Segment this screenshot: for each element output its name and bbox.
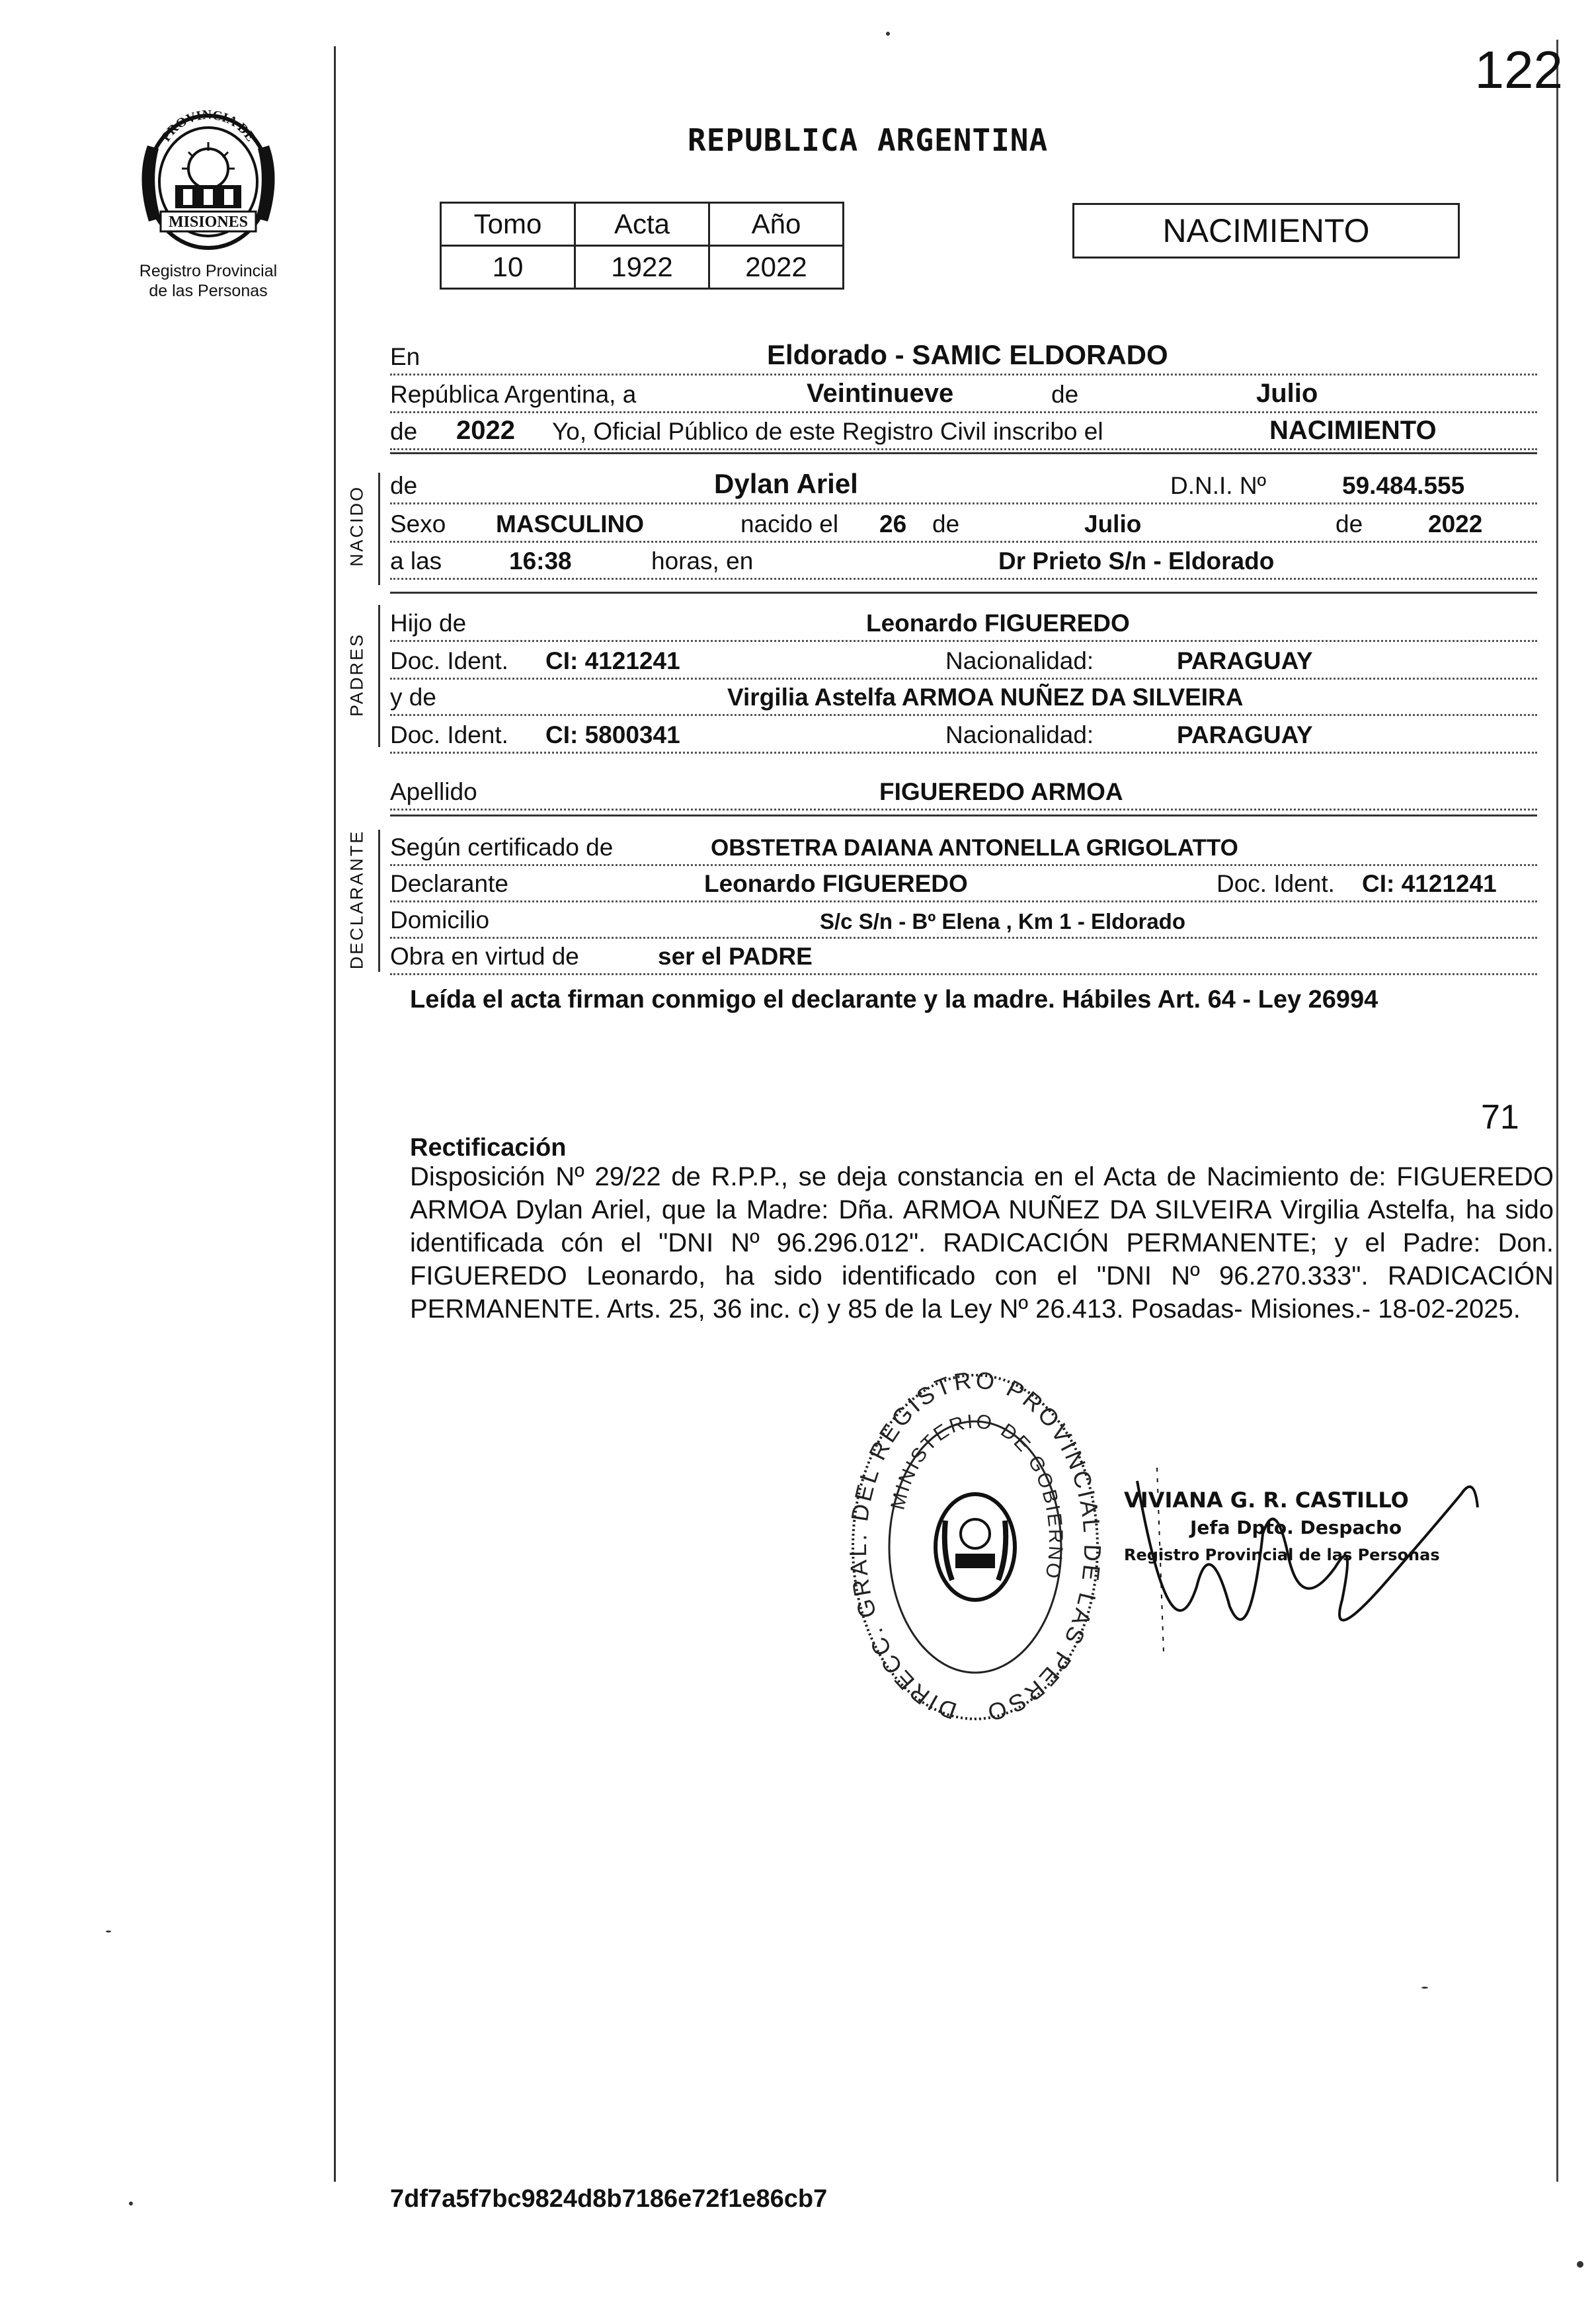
mother-doc-line <box>390 712 1537 754</box>
surname-line <box>390 769 1537 811</box>
sex-value: MASCULINO <box>496 510 645 537</box>
province-seal-logo <box>122 106 294 251</box>
father-doc-line <box>390 638 1537 680</box>
mother-line <box>390 674 1537 716</box>
born-name-value: Dylan Ariel <box>714 468 858 499</box>
document-hash: 7df7a5f7bc9824d8b7186e72f1e86cb7 <box>390 2185 828 2213</box>
de-label-2: de <box>390 418 418 445</box>
left-margin-line <box>334 46 336 2182</box>
signer-name: VIVIANA G. R. CASTILLO <box>1124 1488 1409 1513</box>
father-doc-value: CI: 4121241 <box>545 647 680 674</box>
margin-number: 71 <box>1481 1098 1519 1136</box>
registry-name-line-2: de las Personas <box>149 282 268 300</box>
stamp-outer-text: DIRECC. GRAL. DEL REGISTRO PROVINCIAL DE LAS PERSO <box>844 1366 1107 1728</box>
mother-nationality-value: PARAGUAY <box>1177 721 1313 748</box>
anio-header: Año <box>709 203 844 246</box>
record-reference-table <box>440 202 844 290</box>
address-value: S/c S/n - Bº Elena , Km 1 - Eldorado <box>820 909 1185 934</box>
tomo-value: 10 <box>441 246 575 289</box>
place-line <box>390 334 1537 376</box>
anio-value: 2022 <box>709 246 844 289</box>
scan-speck <box>106 1930 111 1932</box>
acta-value: 1922 <box>575 246 709 289</box>
scan-speck <box>129 2202 133 2206</box>
right-margin-line <box>1556 40 1558 2182</box>
capacity-value: ser el PADRE <box>658 943 813 970</box>
tomo-header: Tomo <box>441 203 575 246</box>
capacity-line <box>390 934 1537 975</box>
official-signature <box>1117 1454 1488 1673</box>
born-place-value: Dr Prieto S/n - Eldorado <box>998 547 1275 575</box>
dni-label: D.N.I. Nº <box>1170 472 1267 499</box>
acta-header: Acta <box>575 203 709 246</box>
born-time-value: 16:38 <box>509 547 572 575</box>
address-line <box>390 897 1537 939</box>
nacido-section-label: NACIDO <box>346 485 367 567</box>
horas-label: horas, en <box>651 547 754 575</box>
registry-name <box>99 261 317 301</box>
reading-note: Leída el acta firman conmigo el declarante y la madre. Hábiles Art. 64 - Ley 26994 <box>410 986 1378 1014</box>
father-name-value: Leonardo FIGUEREDO <box>866 610 1130 637</box>
surname-label: Apellido <box>390 778 477 805</box>
month-value: Julio <box>1256 379 1318 408</box>
scan-speck <box>886 32 890 36</box>
dni-value: 59.484.555 <box>1342 472 1465 499</box>
declarante-bracket <box>378 830 380 972</box>
time-place-line <box>390 538 1537 580</box>
address-label: Domicilio <box>390 906 490 934</box>
document-title: REPUBLICA ARGENTINA <box>688 122 1049 158</box>
declarant-doc-label: Doc. Ident. <box>1217 870 1335 897</box>
certificate-value: OBSTETRA DAIANA ANTONELLA GRIGOLATTO <box>711 835 1238 861</box>
mother-name-value: Virgilia Astelfa ARMOA NUÑEZ DA SILVEIRA <box>727 684 1244 711</box>
seal-bottom-text: MISIONES <box>168 214 249 231</box>
born-day-value: 26 <box>879 510 907 537</box>
scan-speck <box>1421 1987 1428 1989</box>
declarant-line <box>390 861 1537 902</box>
capacity-label: Obra en virtud de <box>390 943 579 970</box>
registry-name-line-1: Registro Provincial <box>139 262 278 280</box>
intro-separator <box>390 452 1537 454</box>
padres-section-label: PADRES <box>346 632 367 717</box>
sexo-label: Sexo <box>390 510 446 537</box>
surname-separator <box>390 815 1537 816</box>
place-value: Eldorado - SAMIC ELDORADO <box>767 339 1168 370</box>
father-nationality-label: Nacionalidad: <box>945 647 1094 674</box>
yde-label: y de <box>390 684 436 711</box>
born-year-value: 2022 <box>1428 510 1483 537</box>
rectification-title: Rectificación <box>410 1134 567 1162</box>
father-nationality-value: PARAGUAY <box>1177 647 1313 674</box>
surname-value: FIGUEREDO ARMOA <box>879 778 1123 805</box>
mother-nationality-label: Nacionalidad: <box>945 721 1094 748</box>
republic-label: República Argentina, a <box>390 381 637 408</box>
nacido-bracket <box>378 473 380 585</box>
de-label: de <box>1051 381 1079 408</box>
alas-label: a las <box>390 547 442 575</box>
declarante-section-label: DECLARANTE <box>346 829 367 970</box>
born-name-line <box>390 463 1537 504</box>
day-words-value: Veintinueve <box>807 379 954 408</box>
year-value: 2022 <box>456 416 515 445</box>
born-separator <box>390 592 1537 594</box>
page-number: 122 <box>1474 40 1563 99</box>
event-value: NACIMIENTO <box>1269 416 1437 445</box>
record-type-box: NACIMIENTO <box>1072 203 1460 258</box>
nacido-label: nacido el <box>740 510 839 537</box>
mother-doc-value: CI: 5800341 <box>545 721 680 748</box>
stamp-inner-text: MINISTERIO DE GOBIERNO <box>887 1410 1067 1582</box>
scan-speck <box>1577 2261 1583 2268</box>
official-stamp <box>843 1362 1107 1732</box>
de-label-5: de <box>1336 510 1363 537</box>
declarant-label: Declarante <box>390 870 508 897</box>
padres-bracket <box>378 605 380 747</box>
officer-line <box>390 409 1537 450</box>
de-label-3: de <box>390 472 418 499</box>
signer-office: Registro Provincial de las Personas <box>1124 1546 1440 1564</box>
sex-date-line <box>390 501 1537 543</box>
certificate-line <box>390 824 1537 866</box>
declarant-doc-value: CI: 4121241 <box>1362 870 1497 897</box>
born-month-value: Julio <box>1084 510 1142 537</box>
declarant-name-value: Leonardo FIGUEREDO <box>704 870 968 897</box>
rectification-body: Disposición Nº 29/22 de R.P.P., se deja constancia en el Acta de Nacimiento de: FIGUEREDO ARMOA Dylan Ariel, que la Madre: Dña. ARMOA NUÑEZ DA SILVEIRA Virgilia Astelfa, ha sido identificada cón el "DNI Nº 96.296.012". RADICACIÓN PERMANENTE; y el Padre: Don. FIGUEREDO Leonardo, ha sido identificado con el "DNI Nº 96.270.333". RADICACIÓN PERMANENTE. Arts. 25, 36 inc. c) y 85 de la Ley Nº 26.413. Posadas- Misiones.- 18-02-2025. <box>410 1162 1554 1324</box>
hijo-label: Hijo de <box>390 610 467 637</box>
father-doc-label: Doc. Ident. <box>390 647 508 674</box>
mother-doc-label: Doc. Ident. <box>390 721 508 748</box>
date-line <box>390 372 1537 413</box>
de-label-4: de <box>932 510 960 537</box>
officer-text: Yo, Oficial Público de este Registro Civil inscribo el <box>552 418 1103 445</box>
certificate-label: Según certificado de <box>390 834 614 861</box>
signer-role: Jefa Dpto. Despacho <box>1190 1517 1402 1538</box>
seal-top-text: PROVINCIA DE <box>158 107 259 145</box>
en-label: En <box>390 343 420 370</box>
father-line <box>390 600 1537 642</box>
